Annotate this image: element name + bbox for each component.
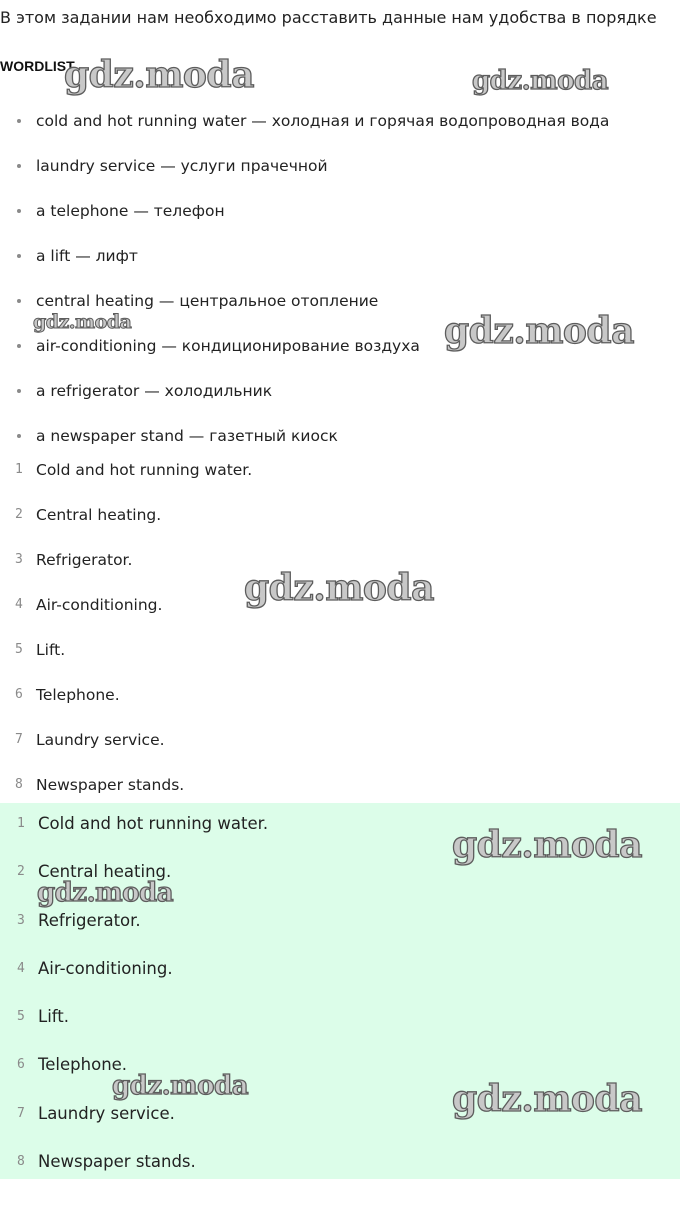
answer-list: [0, 809, 680, 1195]
item-text: Refrigerator.: [38, 910, 141, 930]
item-text: Refrigerator.: [36, 551, 133, 569]
item-text: Newspaper stands.: [36, 776, 185, 794]
list-item: [0, 106, 680, 151]
item-number: 3: [15, 552, 23, 567]
wordlist: [0, 106, 680, 466]
item-number: 8: [15, 777, 23, 792]
list-item: [0, 455, 680, 500]
bullet-icon: [17, 389, 21, 393]
item-number: 3: [17, 912, 25, 928]
bullet-icon: [17, 434, 21, 438]
item-number: 5: [15, 642, 23, 657]
intro-text: В этом задании нам необходимо расставить данные нам удобства в порядке: [0, 8, 657, 27]
item-text: Central heating.: [36, 506, 162, 524]
item-number: 2: [17, 864, 25, 880]
item-number: 7: [15, 732, 23, 747]
item-text: Laundry service.: [36, 731, 165, 749]
item-number: 6: [15, 687, 23, 702]
item-text: Air-conditioning.: [38, 958, 173, 978]
bullet-icon: [17, 119, 21, 123]
wordlist-entry: cold and hot running water — холодная и горячая водопроводная вода: [36, 112, 610, 130]
wordlist-entry: a newspaper stand — газетный киоск: [36, 427, 338, 445]
list-item: [0, 241, 680, 286]
item-text: Central heating.: [38, 862, 172, 882]
wordlist-entry: a lift — лифт: [36, 247, 138, 265]
watermark: gdz.moda: [112, 1071, 249, 1101]
wordlist-heading: WORDLIST: [0, 58, 75, 74]
wordlist-entry: laundry service — услуги прачечной: [36, 157, 328, 175]
list-item: [0, 376, 680, 421]
wordlist-entry: a telephone — телефон: [36, 202, 225, 220]
bullet-icon: [17, 344, 21, 348]
list-item: [0, 635, 680, 680]
item-text: Telephone.: [36, 686, 120, 704]
item-number: 6: [17, 1057, 25, 1073]
watermark: gdz.moda: [444, 310, 634, 352]
item-text: Lift.: [38, 1007, 70, 1027]
item-number: 5: [17, 1009, 25, 1025]
watermark: gdz.moda: [452, 824, 642, 866]
wordlist-entry: a refrigerator — холодильник: [36, 382, 273, 400]
item-number: 1: [17, 816, 25, 831]
bullet-icon: [17, 299, 21, 303]
wordlist-entry: central heating — центральное отопление: [36, 292, 379, 310]
item-number: 8: [17, 1154, 25, 1170]
list-item: [0, 196, 680, 241]
list-item: [0, 954, 680, 1002]
item-text: Laundry service.: [38, 1103, 175, 1123]
list-item: [0, 906, 680, 954]
watermark: gdz.moda: [33, 311, 132, 333]
item-number: 4: [15, 597, 23, 612]
list-item: [0, 1147, 680, 1195]
item-number: 4: [17, 960, 25, 976]
bullet-icon: [17, 164, 21, 168]
watermark: gdz.moda: [37, 878, 174, 908]
item-text: Telephone.: [38, 1055, 128, 1075]
item-text: Newspaper stands.: [38, 1152, 196, 1172]
item-number: 7: [17, 1105, 25, 1121]
item-number: 2: [15, 507, 23, 522]
item-number: 1: [15, 462, 23, 477]
list-item: [0, 500, 680, 545]
item-text: Air-conditioning.: [36, 596, 163, 614]
watermark: gdz.moda: [64, 54, 254, 96]
bullet-icon: [17, 254, 21, 258]
item-text: Cold and hot running water.: [38, 814, 269, 833]
list-item: [0, 1002, 680, 1050]
ordered-list: [0, 455, 680, 815]
bullet-icon: [17, 209, 21, 213]
watermark: gdz.moda: [472, 66, 609, 96]
list-item: [0, 725, 680, 770]
wordlist-entry: air-conditioning — кондиционирование воздуха: [36, 337, 420, 355]
watermark: gdz.moda: [244, 567, 434, 609]
list-item: [0, 151, 680, 196]
item-text: Lift.: [36, 641, 66, 659]
watermark: gdz.moda: [452, 1078, 642, 1120]
list-item: [0, 680, 680, 725]
item-text: Cold and hot running water.: [36, 461, 253, 479]
